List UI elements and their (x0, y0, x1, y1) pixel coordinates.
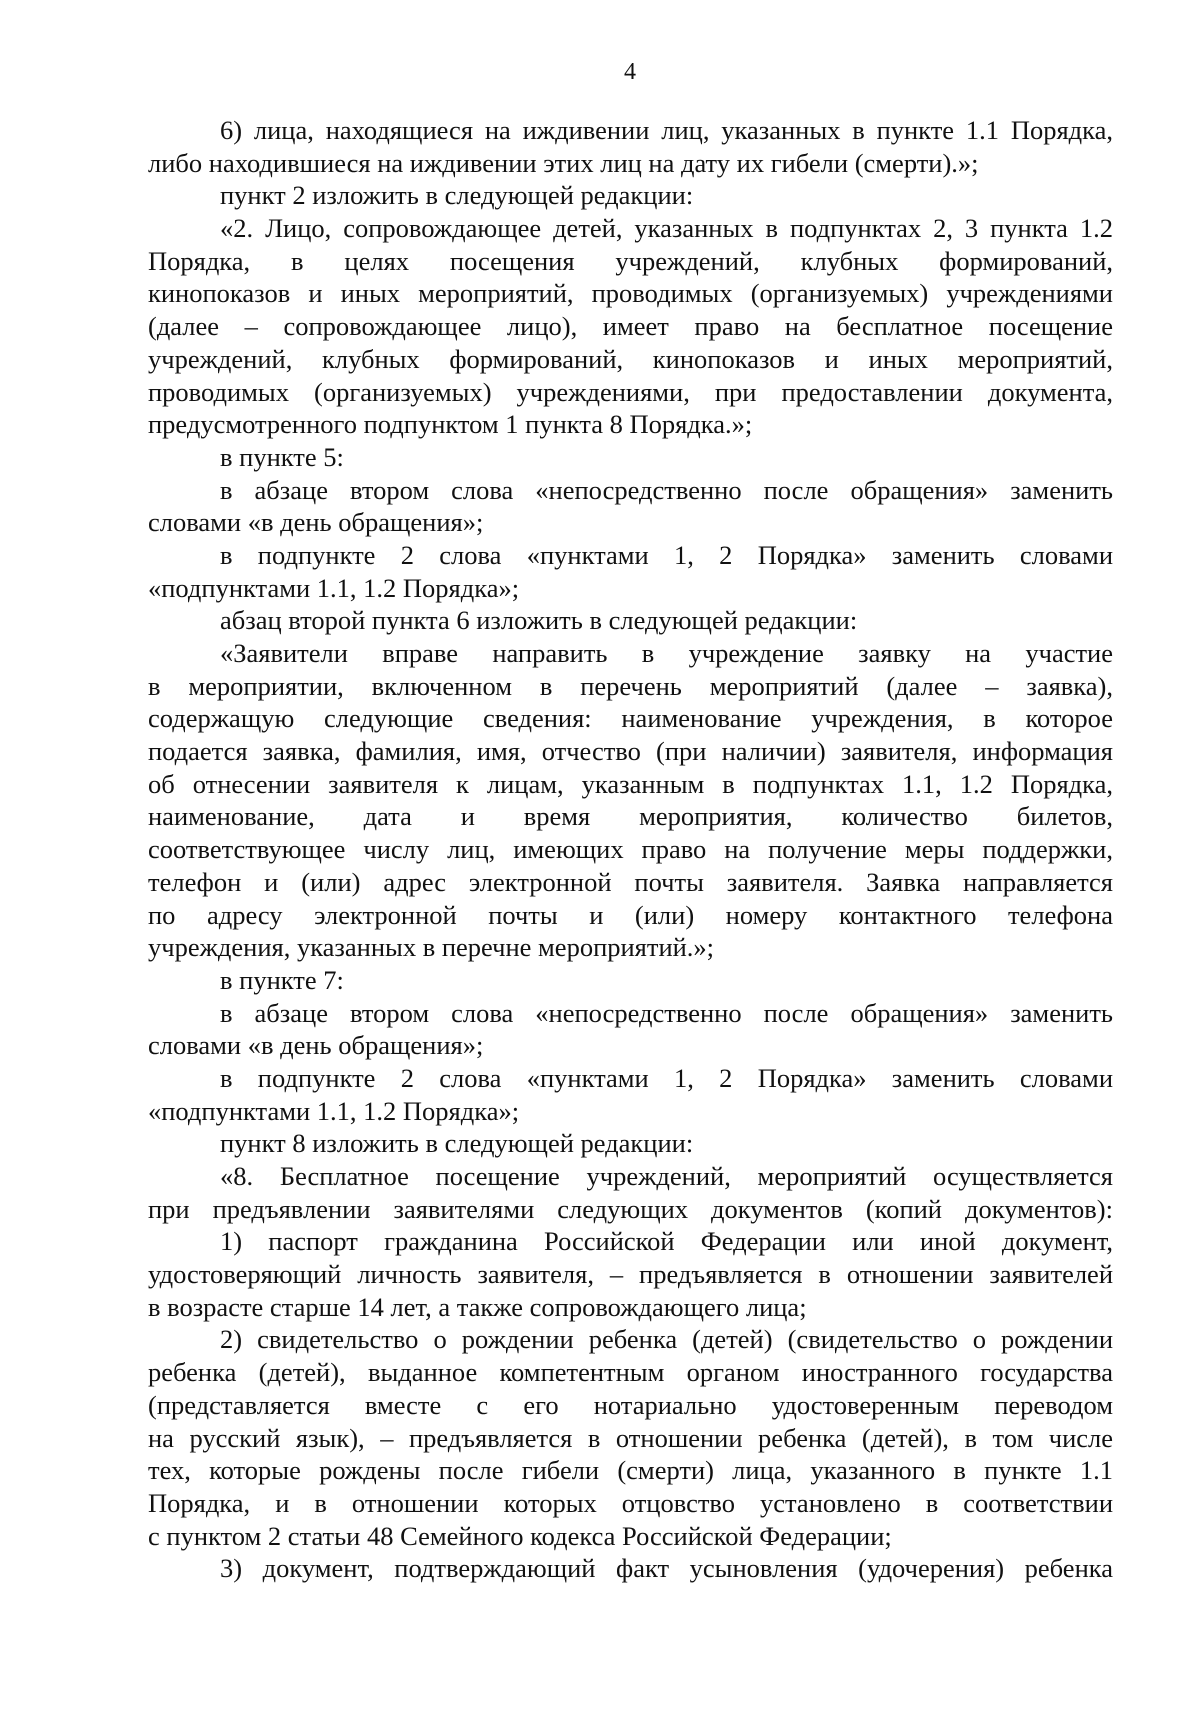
text-line: проводимых (организуемых) учреждениями, при предоставлении документа, (148, 376, 1113, 407)
text-line: 1) паспорт гражданина Российской Федерации или иной документ, (220, 1226, 1113, 1257)
text-line: с пунктом 2 статьи 48 Семейного кодекса Российской Федерации; (148, 1520, 892, 1551)
text-line: 6) лица, находящиеся на иждивении лиц, указанных в пункте 1.1 Порядка, (220, 115, 1113, 145)
text-line: (далее – сопровождающее лицо), имеет право на бесплатное посещение (148, 311, 1113, 342)
text-line: подается заявка, фамилия, имя, отчество (при наличии) заявителя, информация (148, 736, 1113, 767)
text-line: пункт 8 изложить в следующей редакции: (220, 1128, 694, 1159)
text-line: кинопоказов и иных мероприятий, проводимых (организуемых) учреждениями (148, 278, 1113, 309)
text-line: «подпунктами 1.1, 1.2 Порядка»; (148, 1095, 520, 1126)
text-line: в абзаце втором слова «непосредственно после обращения» заменить (220, 474, 1113, 505)
text-line: соответствующее числу лиц, имеющих право на получение меры поддержки, (148, 834, 1113, 865)
text-line: «Заявители вправе направить в учреждение заявку на участие (220, 638, 1113, 668)
text-line: предусмотренного подпунктом 1 пункта 8 Порядка.»; (148, 409, 753, 440)
text-line: в подпункте 2 слова «пунктами 1, 2 Порядка» заменить словами (220, 539, 1113, 570)
text-line: 2) свидетельство о рождении ребенка (детей) (свидетельство о рождении (220, 1324, 1113, 1355)
text-line: в пункте 7: (220, 964, 344, 995)
text-line: наименование, дата и время мероприятия, количество билетов, (148, 801, 1113, 832)
text-line: Порядка, и в отношении которых отцовство установлено в соответствии (148, 1487, 1113, 1518)
text-line: учреждений, клубных формирований, кинопоказов и иных мероприятий, (148, 343, 1113, 374)
text-line: ребенка (детей), выданное компетентным органом иностранного государства (148, 1357, 1113, 1388)
text-line: тех, которые рождены после гибели (смерти) лица, указанного в пункте 1.1 (148, 1455, 1113, 1486)
text-line: «подпунктами 1.1, 1.2 Порядка»; (148, 572, 520, 603)
text-line: «2. Лицо, сопровождающее детей, указанных в подпунктах 2, 3 пункта 1.2 (220, 213, 1113, 244)
text-line: содержащую следующие сведения: наименование учреждения, в которое (148, 703, 1113, 734)
text-line: учреждения, указанных в перечне мероприятий.»; (148, 932, 715, 963)
text-line: Порядка, в целях посещения учреждений, клубных формирований, (148, 245, 1113, 276)
text-line: удостоверяющий личность заявителя, – предъявляется в отношении заявителей (148, 1259, 1113, 1290)
text-line: пункт 2 изложить в следующей редакции: (220, 180, 694, 211)
text-line: словами «в день обращения»; (148, 1030, 484, 1061)
text-line: абзац второй пункта 6 изложить в следующей редакции: (220, 605, 858, 636)
text-line: об отнесении заявителя к лицам, указанным в подпунктах 1.1, 1.2 Порядка, (148, 768, 1113, 799)
text-line: 3) документ, подтверждающий факт усыновления (удочерения) ребенка (220, 1553, 1113, 1584)
text-line: по адресу электронной почты и (или) номеру контактного телефона (148, 899, 1113, 930)
text-line: при предъявлении заявителями следующих документов (копий документов): (148, 1193, 1113, 1224)
text-line: в мероприятии, включенном в перечень мероприятий (далее – заявка), (148, 670, 1113, 701)
text-line: в возрасте старше 14 лет, а также сопровождающего лица; (148, 1291, 807, 1322)
text-line: (представляется вместе с его нотариально удостоверенным переводом (148, 1389, 1113, 1420)
text-line: на русский язык), – предъявляется в отношении ребенка (детей), в том числе (148, 1422, 1113, 1453)
text-line: «8. Бесплатное посещение учреждений, мероприятий осуществляется (220, 1161, 1113, 1191)
text-line: в пункте 5: (220, 441, 344, 472)
text-line: в абзаце втором слова «непосредственно после обращения» заменить (220, 997, 1113, 1028)
text-line: либо находившиеся на иждивении этих лиц на дату их гибели (смерти).»; (148, 147, 979, 178)
page-number: 4 (624, 59, 636, 85)
text-line: телефон и (или) адрес электронной почты заявителя. Заявка направляется (148, 866, 1113, 897)
document-body (148, 114, 1113, 1585)
text-line: в подпункте 2 слова «пунктами 1, 2 Порядка» заменить словами (220, 1062, 1113, 1093)
text-line: словами «в день обращения»; (148, 507, 484, 538)
